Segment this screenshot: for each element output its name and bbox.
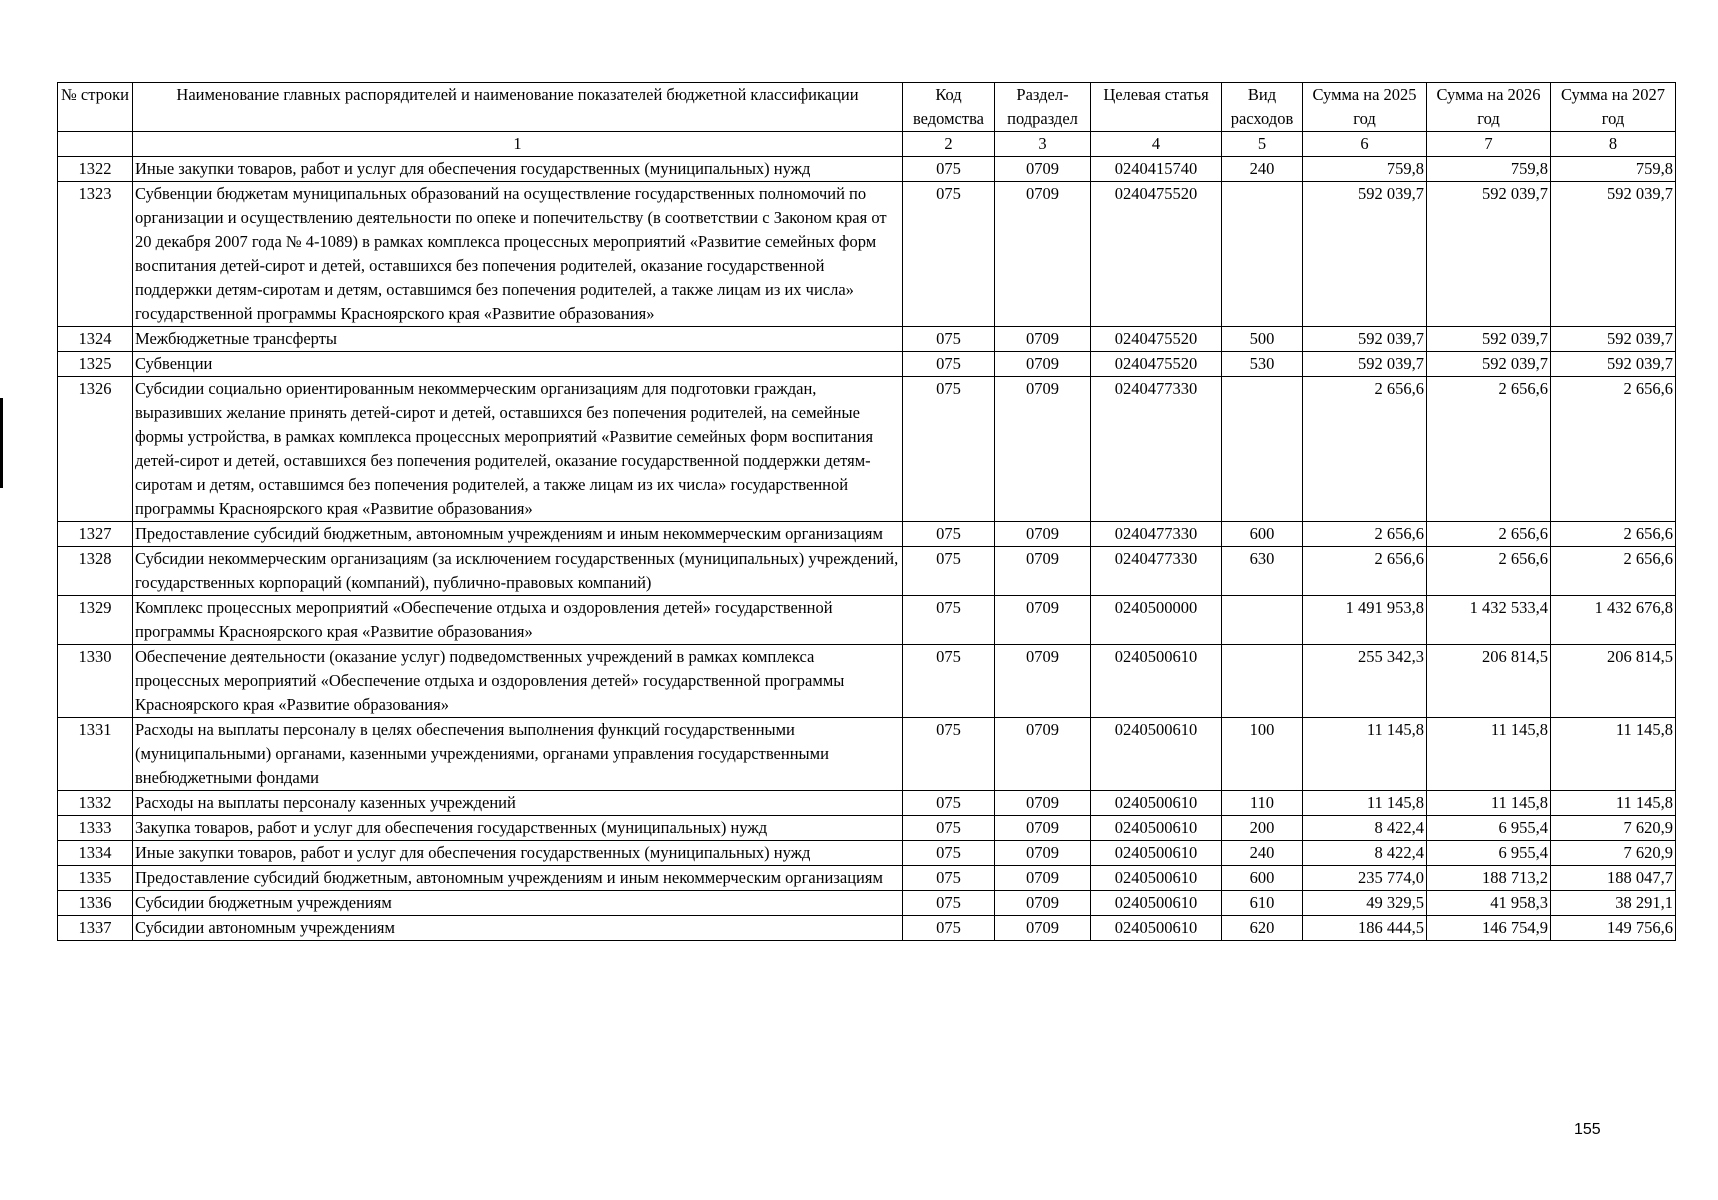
row-name-cell: Иные закупки товаров, работ и услуг для обеспечения государственных (муниципальных) нужд xyxy=(133,157,903,182)
expense-type-cell xyxy=(1222,645,1303,718)
table-header-row xyxy=(58,83,1676,132)
row-name-cell: Субвенции бюджетам муниципальных образований на осуществление государственных полномочий по организации и осуществлению деятельности по опеке и попечительству (в соответствии с Законом края от 20 декабря 2007 года № 4-1089) в рамках комплекса процессных мероприятий «Развитие семейных форм воспитания детей-сирот и детей, оставшихся без попечения родителей, оказание государственной поддержки детям-сиротам и детям, оставшимся без попечения родителей, а также лицам из их числа» государственной программы Красноярского края «Развитие образования» xyxy=(133,182,903,327)
table-row xyxy=(58,157,1676,182)
sum-2027-cell: 188 047,7 xyxy=(1551,866,1676,891)
target-article-cell: 0240500610 xyxy=(1091,841,1222,866)
sum-2026-cell: 592 039,7 xyxy=(1427,327,1551,352)
header-sum-2025: Сумма на 2025 год xyxy=(1303,83,1427,132)
target-article-cell: 0240415740 xyxy=(1091,157,1222,182)
column-number-blank xyxy=(58,132,133,157)
sum-2026-cell: 759,8 xyxy=(1427,157,1551,182)
row-number-cell: 1322 xyxy=(58,157,133,182)
expense-type-cell: 600 xyxy=(1222,866,1303,891)
sum-2026-cell: 11 145,8 xyxy=(1427,791,1551,816)
row-name-cell: Комплекс процессных мероприятий «Обеспечение отдыха и оздоровления детей» государственной программы Красноярского края «Развитие образования» xyxy=(133,596,903,645)
section-code-cell: 0709 xyxy=(995,547,1091,596)
table-row xyxy=(58,596,1676,645)
sum-2025-cell: 186 444,5 xyxy=(1303,916,1427,941)
target-article-cell: 0240477330 xyxy=(1091,547,1222,596)
page-number: 155 xyxy=(1574,1121,1601,1138)
department-code-cell: 075 xyxy=(903,157,995,182)
row-name-cell: Обеспечение деятельности (оказание услуг) подведомственных учреждений в рамках комплекса процессных мероприятий «Обеспечение отдыха и оздоровления детей» государственной программы Красноярского края «Развитие образования» xyxy=(133,645,903,718)
column-number-row xyxy=(58,132,1676,157)
sum-2025-cell: 592 039,7 xyxy=(1303,327,1427,352)
header-name: Наименование главных распорядителей и наименование показателей бюджетной классификации xyxy=(133,83,903,132)
sum-2025-cell: 49 329,5 xyxy=(1303,891,1427,916)
row-number-cell: 1328 xyxy=(58,547,133,596)
row-name-cell: Субсидии социально ориентированным некоммерческим организациям для подготовки граждан, выразивших желание принять детей-сирот и детей, оставшихся без попечения родителей, на семейные формы устройства, в рамках комплекса процессных мероприятий «Развитие семейных форм воспитания детей-сирот и детей, оставшихся без попечения родителей, оказание государственной поддержки детям-сиротам и детям, оставшимся без попечения родителей, а также лицам из их числа» государственной программы Красноярского края «Развитие образования» xyxy=(133,377,903,522)
section-code-cell: 0709 xyxy=(995,377,1091,522)
row-number-cell: 1335 xyxy=(58,866,133,891)
sum-2027-cell: 592 039,7 xyxy=(1551,182,1676,327)
row-name-cell: Закупка товаров, работ и услуг для обеспечения государственных (муниципальных) нужд xyxy=(133,816,903,841)
sum-2025-cell: 8 422,4 xyxy=(1303,841,1427,866)
row-name-cell: Расходы на выплаты персоналу казенных учреждений xyxy=(133,791,903,816)
section-code-cell: 0709 xyxy=(995,816,1091,841)
sum-2027-cell: 38 291,1 xyxy=(1551,891,1676,916)
row-number-cell: 1333 xyxy=(58,816,133,841)
section-code-cell: 0709 xyxy=(995,596,1091,645)
target-article-cell: 0240500610 xyxy=(1091,916,1222,941)
sum-2027-cell: 2 656,6 xyxy=(1551,377,1676,522)
department-code-cell: 075 xyxy=(903,522,995,547)
row-number-cell: 1325 xyxy=(58,352,133,377)
column-number: 4 xyxy=(1091,132,1222,157)
department-code-cell: 075 xyxy=(903,327,995,352)
department-code-cell: 075 xyxy=(903,891,995,916)
header-department-code: Код ведомства xyxy=(903,83,995,132)
row-number-cell: 1330 xyxy=(58,645,133,718)
sum-2027-cell: 2 656,6 xyxy=(1551,547,1676,596)
row-name-cell: Субсидии некоммерческим организациям (за исключением государственных (муниципальных) учреждений, государственных корпораций (компаний), публично-правовых компаний) xyxy=(133,547,903,596)
expense-type-cell: 240 xyxy=(1222,841,1303,866)
row-name-cell: Субвенции xyxy=(133,352,903,377)
expense-type-cell: 200 xyxy=(1222,816,1303,841)
section-code-cell: 0709 xyxy=(995,916,1091,941)
sum-2026-cell: 2 656,6 xyxy=(1427,522,1551,547)
target-article-cell: 0240500610 xyxy=(1091,816,1222,841)
expense-type-cell: 600 xyxy=(1222,522,1303,547)
row-number-cell: 1337 xyxy=(58,916,133,941)
row-number-cell: 1334 xyxy=(58,841,133,866)
header-expense-type: Вид расходов xyxy=(1222,83,1303,132)
sum-2026-cell: 2 656,6 xyxy=(1427,377,1551,522)
target-article-cell: 0240500610 xyxy=(1091,791,1222,816)
target-article-cell: 0240475520 xyxy=(1091,352,1222,377)
department-code-cell: 075 xyxy=(903,377,995,522)
section-code-cell: 0709 xyxy=(995,791,1091,816)
sum-2025-cell: 759,8 xyxy=(1303,157,1427,182)
section-code-cell: 0709 xyxy=(995,182,1091,327)
sum-2026-cell: 592 039,7 xyxy=(1427,182,1551,327)
sum-2027-cell: 7 620,9 xyxy=(1551,816,1676,841)
sum-2025-cell: 8 422,4 xyxy=(1303,816,1427,841)
row-number-cell: 1329 xyxy=(58,596,133,645)
table-row xyxy=(58,841,1676,866)
sum-2026-cell: 592 039,7 xyxy=(1427,352,1551,377)
header-sum-2026: Сумма на 2026 год xyxy=(1427,83,1551,132)
sum-2027-cell: 7 620,9 xyxy=(1551,841,1676,866)
sum-2025-cell: 235 774,0 xyxy=(1303,866,1427,891)
header-row-number: № строки xyxy=(58,83,133,132)
column-number: 1 xyxy=(133,132,903,157)
expense-type-cell: 240 xyxy=(1222,157,1303,182)
department-code-cell: 075 xyxy=(903,866,995,891)
table-row xyxy=(58,816,1676,841)
sum-2025-cell: 2 656,6 xyxy=(1303,522,1427,547)
expense-type-cell xyxy=(1222,377,1303,522)
table-row xyxy=(58,377,1676,522)
section-code-cell: 0709 xyxy=(995,718,1091,791)
department-code-cell: 075 xyxy=(903,816,995,841)
row-name-cell: Иные закупки товаров, работ и услуг для обеспечения государственных (муниципальных) нужд xyxy=(133,841,903,866)
section-code-cell: 0709 xyxy=(995,866,1091,891)
table-row xyxy=(58,718,1676,791)
department-code-cell: 075 xyxy=(903,547,995,596)
sum-2025-cell: 1 491 953,8 xyxy=(1303,596,1427,645)
column-number: 3 xyxy=(995,132,1091,157)
sum-2026-cell: 1 432 533,4 xyxy=(1427,596,1551,645)
sum-2026-cell: 146 754,9 xyxy=(1427,916,1551,941)
table-row xyxy=(58,866,1676,891)
row-name-cell: Субсидии бюджетным учреждениям xyxy=(133,891,903,916)
expense-type-cell: 620 xyxy=(1222,916,1303,941)
expense-type-cell: 110 xyxy=(1222,791,1303,816)
table-row xyxy=(58,352,1676,377)
sum-2025-cell: 11 145,8 xyxy=(1303,718,1427,791)
section-code-cell: 0709 xyxy=(995,645,1091,718)
expense-type-cell: 530 xyxy=(1222,352,1303,377)
row-number-cell: 1331 xyxy=(58,718,133,791)
sum-2026-cell: 2 656,6 xyxy=(1427,547,1551,596)
sum-2027-cell: 592 039,7 xyxy=(1551,327,1676,352)
column-number: 8 xyxy=(1551,132,1676,157)
target-article-cell: 0240477330 xyxy=(1091,522,1222,547)
sum-2027-cell: 592 039,7 xyxy=(1551,352,1676,377)
target-article-cell: 0240500000 xyxy=(1091,596,1222,645)
row-number-cell: 1336 xyxy=(58,891,133,916)
scan-edge-mark xyxy=(0,398,3,488)
target-article-cell: 0240500610 xyxy=(1091,718,1222,791)
sum-2027-cell: 759,8 xyxy=(1551,157,1676,182)
section-code-cell: 0709 xyxy=(995,841,1091,866)
table-row xyxy=(58,916,1676,941)
row-number-cell: 1327 xyxy=(58,522,133,547)
section-code-cell: 0709 xyxy=(995,352,1091,377)
department-code-cell: 075 xyxy=(903,352,995,377)
expense-type-cell xyxy=(1222,182,1303,327)
sum-2025-cell: 255 342,3 xyxy=(1303,645,1427,718)
department-code-cell: 075 xyxy=(903,791,995,816)
table-row xyxy=(58,182,1676,327)
row-name-cell: Предоставление субсидий бюджетным, автономным учреждениям и иным некоммерческим организациям xyxy=(133,522,903,547)
sum-2027-cell: 206 814,5 xyxy=(1551,645,1676,718)
column-number: 2 xyxy=(903,132,995,157)
expense-type-cell: 100 xyxy=(1222,718,1303,791)
sum-2027-cell: 149 756,6 xyxy=(1551,916,1676,941)
section-code-cell: 0709 xyxy=(995,327,1091,352)
sum-2025-cell: 592 039,7 xyxy=(1303,352,1427,377)
sum-2027-cell: 1 432 676,8 xyxy=(1551,596,1676,645)
column-number: 6 xyxy=(1303,132,1427,157)
section-code-cell: 0709 xyxy=(995,157,1091,182)
row-number-cell: 1332 xyxy=(58,791,133,816)
sum-2027-cell: 2 656,6 xyxy=(1551,522,1676,547)
department-code-cell: 075 xyxy=(903,645,995,718)
target-article-cell: 0240477330 xyxy=(1091,377,1222,522)
table-row xyxy=(58,891,1676,916)
row-name-cell: Субсидии автономным учреждениям xyxy=(133,916,903,941)
sum-2027-cell: 11 145,8 xyxy=(1551,718,1676,791)
sum-2026-cell: 206 814,5 xyxy=(1427,645,1551,718)
sum-2025-cell: 2 656,6 xyxy=(1303,547,1427,596)
target-article-cell: 0240475520 xyxy=(1091,327,1222,352)
row-name-cell: Межбюджетные трансферты xyxy=(133,327,903,352)
row-number-cell: 1326 xyxy=(58,377,133,522)
table-row xyxy=(58,327,1676,352)
header-target-article: Целевая статья xyxy=(1091,83,1222,132)
expense-type-cell: 610 xyxy=(1222,891,1303,916)
column-number: 5 xyxy=(1222,132,1303,157)
row-name-cell: Предоставление субсидий бюджетным, автономным учреждениям и иным некоммерческим организациям xyxy=(133,866,903,891)
section-code-cell: 0709 xyxy=(995,522,1091,547)
expense-type-cell xyxy=(1222,596,1303,645)
target-article-cell: 0240500610 xyxy=(1091,866,1222,891)
table-row xyxy=(58,645,1676,718)
sum-2026-cell: 188 713,2 xyxy=(1427,866,1551,891)
sum-2026-cell: 41 958,3 xyxy=(1427,891,1551,916)
sum-2026-cell: 11 145,8 xyxy=(1427,718,1551,791)
sum-2025-cell: 2 656,6 xyxy=(1303,377,1427,522)
row-number-cell: 1323 xyxy=(58,182,133,327)
expense-type-cell: 500 xyxy=(1222,327,1303,352)
header-section: Раздел-подраздел xyxy=(995,83,1091,132)
column-number: 7 xyxy=(1427,132,1551,157)
header-sum-2027: Сумма на 2027 год xyxy=(1551,83,1676,132)
row-number-cell: 1324 xyxy=(58,327,133,352)
target-article-cell: 0240475520 xyxy=(1091,182,1222,327)
table-row xyxy=(58,522,1676,547)
target-article-cell: 0240500610 xyxy=(1091,891,1222,916)
sum-2027-cell: 11 145,8 xyxy=(1551,791,1676,816)
target-article-cell: 0240500610 xyxy=(1091,645,1222,718)
department-code-cell: 075 xyxy=(903,182,995,327)
row-name-cell: Расходы на выплаты персоналу в целях обеспечения выполнения функций государственными (муниципальными) органами, казенными учреждениями, органами управления государственными внебюджетными фондами xyxy=(133,718,903,791)
department-code-cell: 075 xyxy=(903,841,995,866)
expense-type-cell: 630 xyxy=(1222,547,1303,596)
table-row xyxy=(58,791,1676,816)
department-code-cell: 075 xyxy=(903,718,995,791)
sum-2025-cell: 11 145,8 xyxy=(1303,791,1427,816)
table-row xyxy=(58,547,1676,596)
section-code-cell: 0709 xyxy=(995,891,1091,916)
sum-2026-cell: 6 955,4 xyxy=(1427,816,1551,841)
sum-2026-cell: 6 955,4 xyxy=(1427,841,1551,866)
sum-2025-cell: 592 039,7 xyxy=(1303,182,1427,327)
department-code-cell: 075 xyxy=(903,916,995,941)
budget-table xyxy=(57,82,1676,941)
department-code-cell: 075 xyxy=(903,596,995,645)
